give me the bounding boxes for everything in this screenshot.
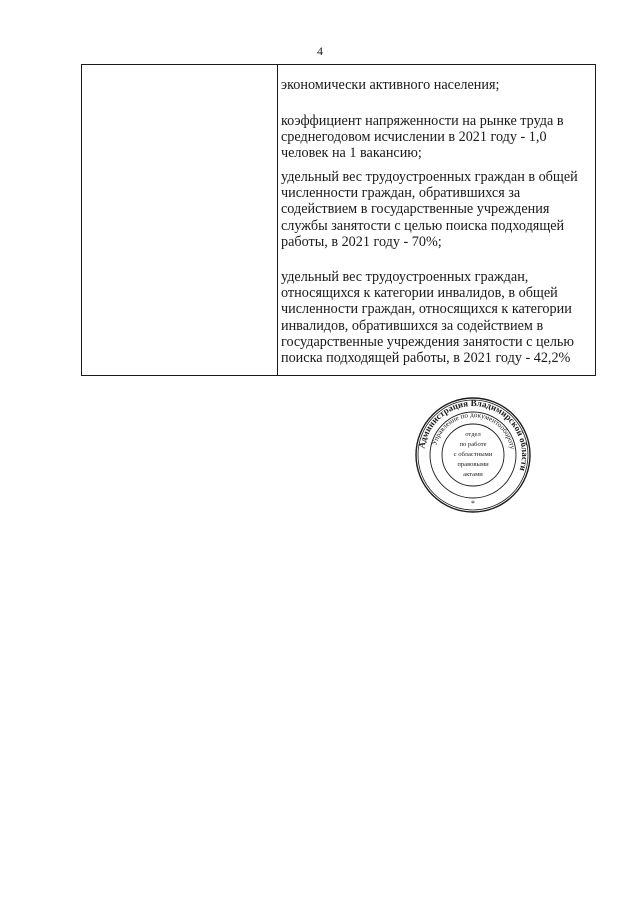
document-table — [81, 64, 596, 376]
seal-center-line: по работе — [459, 441, 487, 448]
seal-center-line: правовыми — [457, 461, 489, 468]
seal-center-line: актами — [463, 471, 483, 478]
seal-middle-text: Управление по документообороту — [430, 410, 517, 450]
seal-outer-text: Администрация Владимирской области — [416, 397, 531, 473]
paragraph-tension-coefficient: коэффициент напряженности на рынке труда в среднегодовом исчислении в 2021 году - 1,0 человек на 1 вакансию; — [281, 113, 564, 162]
seal-center-line: с областными — [453, 451, 493, 458]
paragraph-economically-active: экономически активного населения; — [281, 77, 500, 93]
official-seal — [414, 396, 532, 514]
table-right-column — [278, 65, 595, 375]
page-number: 4 — [317, 44, 323, 58]
paragraph-employed-disabled-share: удельный вес трудоустроенных граждан, относящихся к категории инвалидов, в общей численности граждан, относящихся к категории инвалидов, обратившихся за содействием в государственные учреждения занятости с целью поиска подходящей работы, в 2021 году - 42,2% — [281, 269, 574, 367]
paragraph-employed-share: удельный вес трудоустроенных граждан в общей численности граждан, обратившихся за содействием в государственные учреждения службы занятости с целью поиска подходящей работы, в 2021 году - 70%; — [281, 169, 578, 250]
seal-center-line: отдел — [465, 431, 481, 438]
table-left-column — [82, 65, 278, 375]
seal-star-icon: * — [471, 499, 475, 508]
seal-icon — [414, 396, 532, 514]
